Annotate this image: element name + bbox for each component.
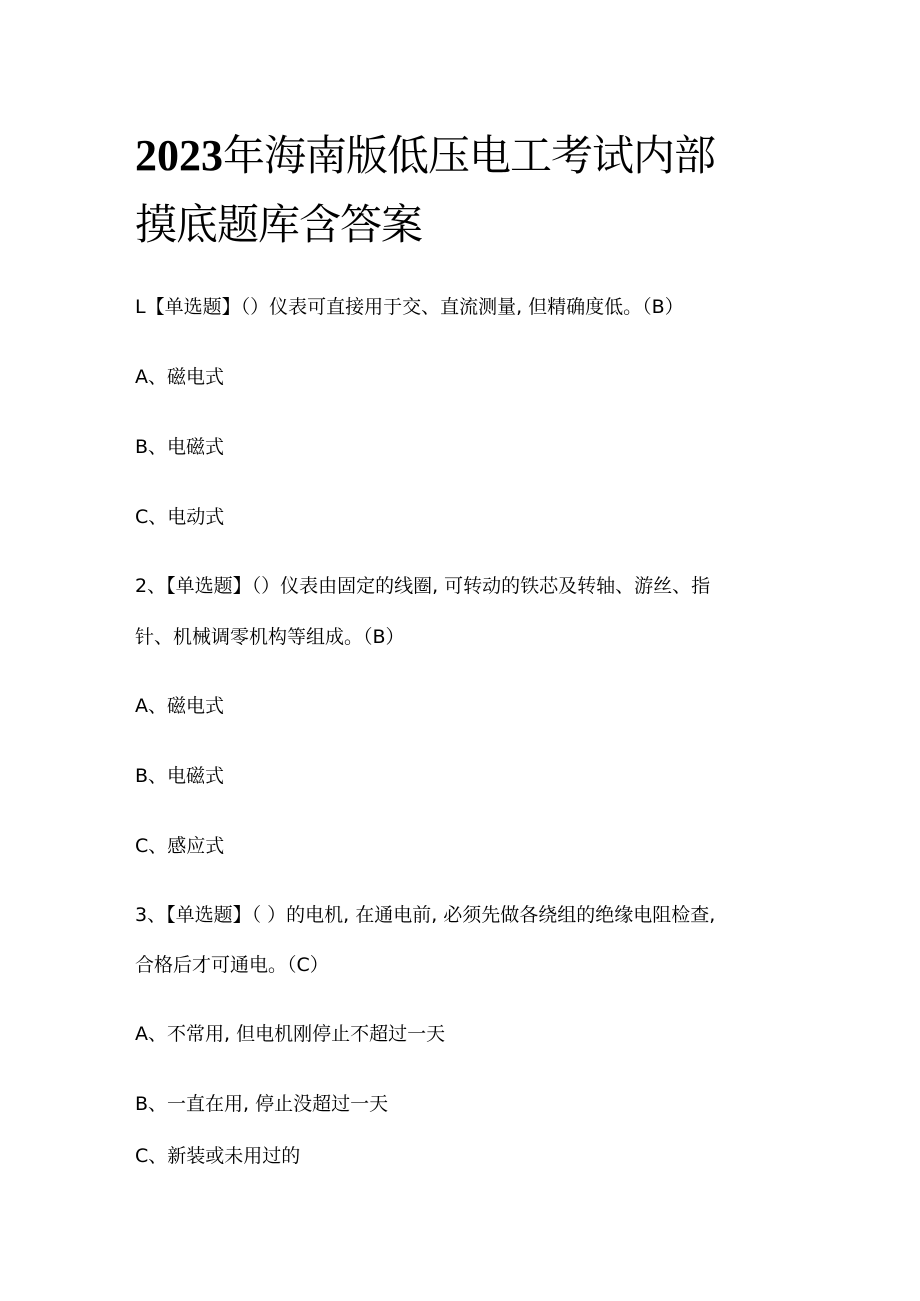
question-3-option-c: C、新装或未用过的 [135, 1145, 301, 1167]
question-3-option-b: B、一直在用, 停止没超过一天 [135, 1093, 389, 1115]
document-title-line-1 [135, 131, 785, 180]
title-line-1-text: 年海南版低压电工考试内部 [223, 131, 716, 180]
question-3-option-a: A、不常用, 但电机刚停止不超过一天 [135, 1023, 446, 1045]
question-2-option-b: B、电磁式 [135, 765, 225, 787]
question-1-stem: L【单选题】（）仪表可直接用于交、直流测量, 但精确度低。（B） [135, 296, 684, 318]
question-2-stem-line-1: 2、【单选题】（）仪表由固定的线圈, 可转动的铁芯及转轴、游丝、指 [135, 575, 711, 597]
question-2-stem-line-2: 针、机械调零机构等组成。（B） [135, 626, 405, 648]
document-title-line-2: 摸底题库含答案 [135, 200, 423, 249]
question-2-option-a: A、磁电式 [135, 695, 224, 717]
question-1-option-b: B、电磁式 [135, 436, 225, 458]
question-1-option-a: A、磁电式 [135, 366, 224, 388]
title-year: 2023 [135, 131, 223, 180]
question-3-stem-line-2: 合格后才可通电。（C） [135, 954, 329, 976]
question-1-option-c: C、电动式 [135, 506, 225, 528]
question-3-stem-line-1: 3、【单选题】（ ）的电机, 在通电前, 必须先做各绕组的绝缘电阻检查, [135, 904, 716, 926]
question-2-option-c: C、感应式 [135, 835, 225, 857]
